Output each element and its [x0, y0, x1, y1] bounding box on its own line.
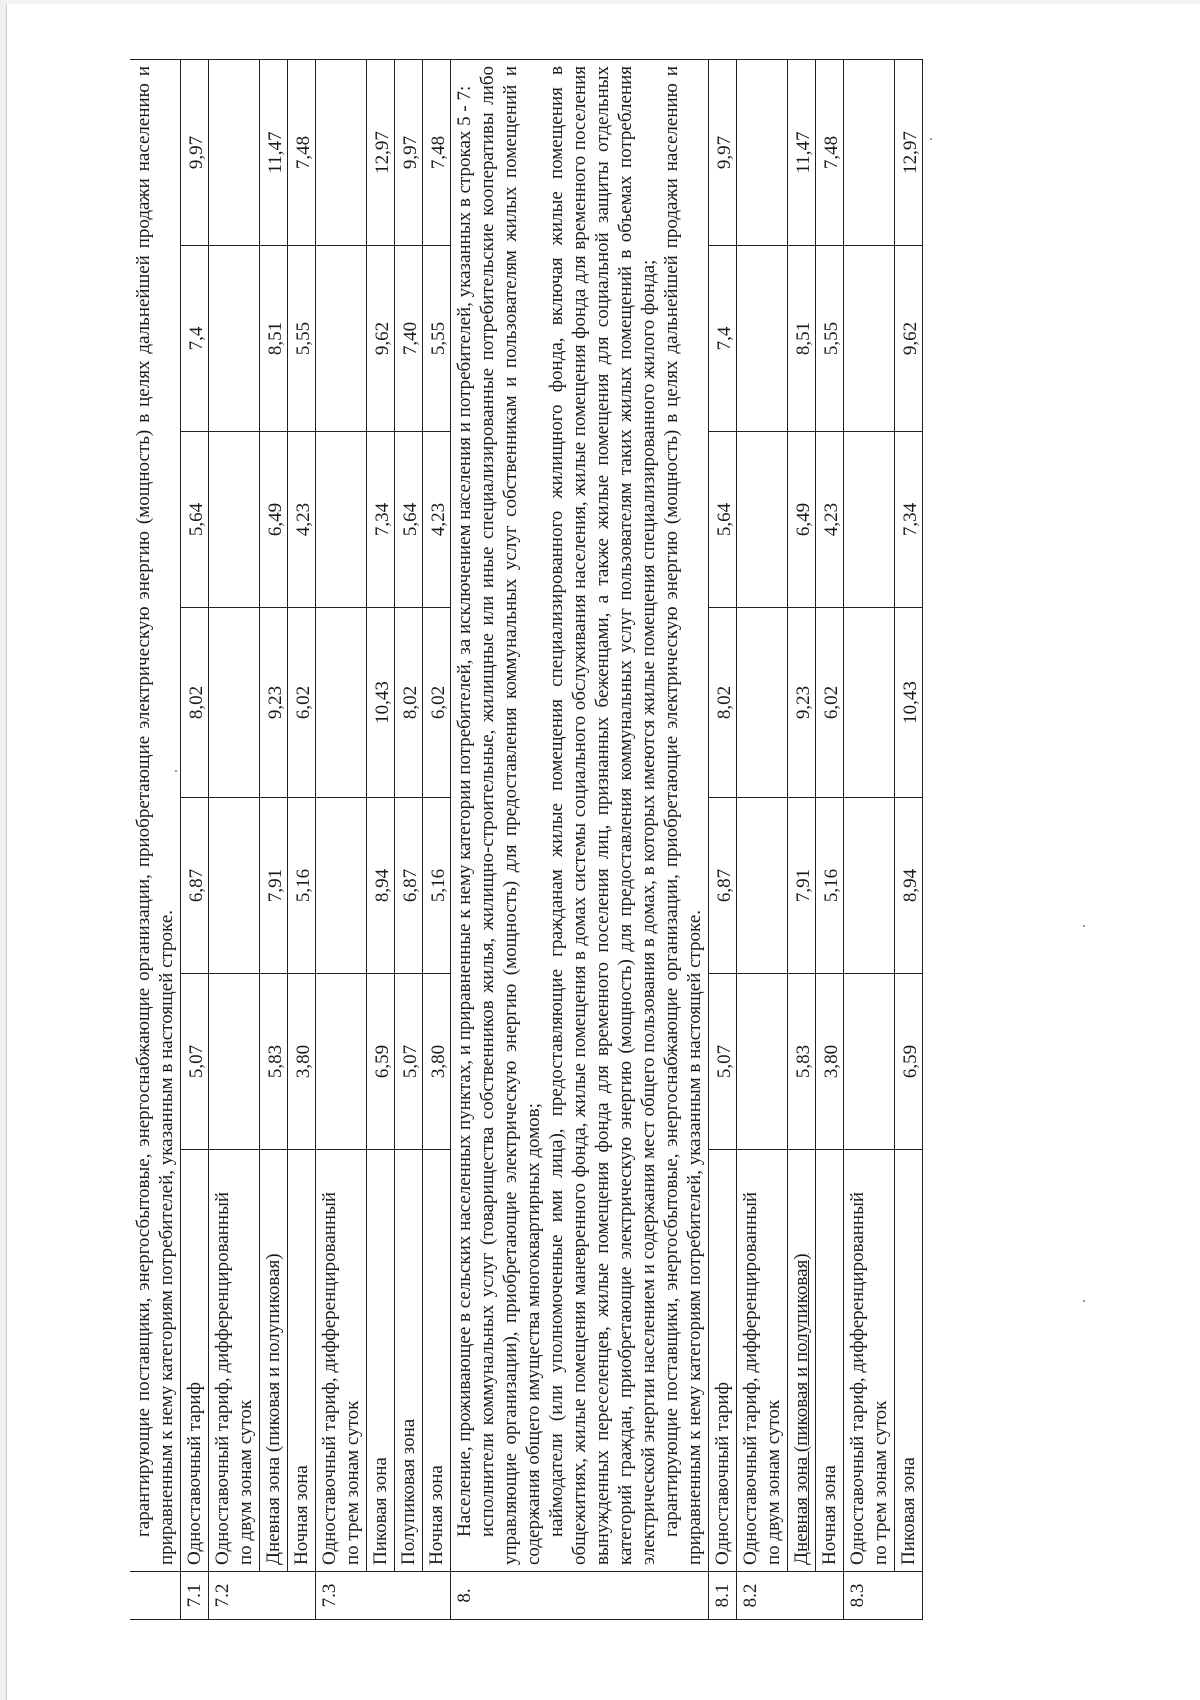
tariff-label-line: Одноставочный тариф, дифференцированный: [319, 1191, 340, 1565]
empty-cell: [737, 432, 788, 608]
tariff-value: 6,87: [181, 798, 209, 974]
empty-cell: [316, 246, 367, 432]
tariff-label: Ночная зона: [423, 1150, 451, 1572]
empty-cell: [844, 974, 895, 1150]
tariff-value: 7,91: [788, 798, 816, 974]
empty-cell: [844, 798, 895, 974]
row-number: 7.3: [316, 1572, 367, 1620]
empty-cell: [316, 608, 367, 798]
table-row: [395, 59, 423, 1619]
table-row: [367, 59, 395, 1619]
tariff-label-line: Одноставочный тариф, дифференцированный: [212, 1191, 233, 1565]
empty-cell: [209, 608, 260, 798]
row-number-cell: [895, 1572, 923, 1620]
tariff-label: Пиковая зона: [895, 1150, 923, 1572]
tariff-value: 9,23: [260, 608, 288, 798]
row-8-paragraph: гарантирующие поставщики, энергосбытовые, энергоснабжающие организации, приобретающие электрическую энергию (мощность) в целях дальнейшей продажи населению и приравненным к нему категориям потребителей, указанным в настоящей строке.: [661, 65, 705, 1565]
tariff-value: 5,16: [288, 798, 316, 974]
tariff-value: 10,43: [367, 608, 395, 798]
tariff-value: 8,94: [367, 798, 395, 974]
tariff-value: 5,07: [395, 974, 423, 1150]
tariff-value: 5,55: [816, 246, 844, 432]
row-8-intro-text: Население, проживающее в сельских населенных пунктах, и приравненные к нему категории потребителей, за исключением населения и потребителей, указанных в строках 5 - 7:: [454, 85, 475, 1537]
tariff-label-line: по трем зонам суток: [870, 1400, 891, 1565]
tariff-value: 6,49: [788, 432, 816, 608]
tariff-value: 5,83: [788, 974, 816, 1150]
tariff-value: 12,97: [895, 59, 923, 245]
empty-cell: [737, 59, 788, 245]
tariff-value: 5,64: [181, 432, 209, 608]
scan-page-edge: [0, 0, 7, 1700]
row-number: 7.1: [181, 1572, 209, 1620]
tariff-value: 3,80: [423, 974, 451, 1150]
table-row: [788, 59, 816, 1619]
tariff-value: 5,55: [423, 246, 451, 432]
tariff-value: 4,23: [423, 432, 451, 608]
scan-top-edge: [6, 0, 1200, 4]
empty-cell: [209, 974, 260, 1150]
row-number-cell: [367, 1572, 395, 1620]
tariff-value: 6,02: [816, 608, 844, 798]
row-number: 8.1: [709, 1572, 737, 1620]
empty-cell: [844, 59, 895, 245]
tariff-value: 8,02: [181, 608, 209, 798]
table-row: [451, 59, 709, 1619]
row-number-cell: [130, 1572, 181, 1620]
row-number-cell: [816, 1572, 844, 1620]
row-7-intro-cell: [130, 59, 181, 1571]
tariff-value: 8,51: [788, 246, 816, 432]
empty-cell: [737, 974, 788, 1150]
tariff-value: 8,02: [395, 608, 423, 798]
row-number-cell: [788, 1572, 816, 1620]
empty-cell: [209, 59, 260, 245]
tariff-label-line: Одноставочный тариф, дифференцированный: [740, 1191, 761, 1565]
table-row: [423, 59, 451, 1619]
row-number: 7.2: [209, 1572, 260, 1620]
row-number: 8.3: [844, 1572, 895, 1620]
tariff-value: 7,34: [895, 432, 923, 608]
table-row: [288, 59, 316, 1619]
row-8-paragraph: наймодатели (или уполномоченные ими лица), предоставляющие гражданам жилые помещения специализированного жилищного фонда, включая жилые помещения в общежитиях, жилые помещения маневренного фонда, жилые помещения в домах системы социального обслуживания населения, жилые помещения фонда для временного поселения вынужденных переселенцев, жилые помещения фонда для временного поселения лиц, признанных беженцами, а также жилые помещения для социальной защиты отдельных категорий граждан, приобретающие электрическую энергию (мощность) для предоставления коммунальных услуг пользователям таких жилых помещений в объемах потребления электрической энергии населением и содержания мест общего пользования в домах, в которых имеются жилые помещения специализированного жилого фонда;: [546, 65, 659, 1565]
tariff-value: 7,91: [260, 798, 288, 974]
table-row: [816, 59, 844, 1619]
tariff-label: Одноставочный тариф: [709, 1150, 737, 1572]
tariff-value: 9,97: [395, 59, 423, 245]
tariff-value: 7,4: [181, 246, 209, 432]
empty-cell: [737, 246, 788, 432]
tariff-label: [737, 1150, 788, 1572]
table-row: [316, 59, 367, 1619]
table-row: [209, 59, 260, 1619]
tariff-value: 8,51: [260, 246, 288, 432]
tariff-value: 5,07: [709, 974, 737, 1150]
table-row: [260, 59, 288, 1619]
empty-cell: [316, 798, 367, 974]
empty-cell: [737, 608, 788, 798]
empty-cell: [844, 608, 895, 798]
table-row: [709, 59, 737, 1619]
tariff-value: 5,55: [288, 246, 316, 432]
tariff-label-line: Одноставочный тариф, дифференцированный: [847, 1191, 868, 1565]
tariff-value: 6,02: [423, 608, 451, 798]
empty-cell: [209, 432, 260, 608]
tariff-label: Дневная зона (пиковая и полупиковая): [260, 1150, 288, 1572]
tariff-value: 12,97: [367, 59, 395, 245]
empty-cell: [844, 246, 895, 432]
tariff-value: 8,02: [709, 608, 737, 798]
empty-cell: [737, 798, 788, 974]
table-row: [130, 59, 181, 1619]
row-8-paragraph: исполнители коммунальных услуг (товарищества собственников жилья, жилищно-строительные, жилищные или иные специализированные потребительские кооперативы либо управляющие организации), приобретающие электрическую энергию (мощность) для предоставления коммунальных услуг собственникам и пользователям жилых помещений и содержания общего имущества многоквартирных домов;: [477, 65, 544, 1565]
empty-cell: [316, 59, 367, 245]
tariff-value: 6,59: [895, 974, 923, 1150]
tariff-value: 11,47: [788, 59, 816, 245]
tariff-value: 5,16: [423, 798, 451, 974]
tariff-value: 9,97: [709, 59, 737, 245]
tariff-value: 4,23: [288, 432, 316, 608]
tariff-value: 5,16: [816, 798, 844, 974]
tariff-label: Дневная зона (пиковая и полупиковая): [788, 1150, 816, 1572]
tariff-label: Полупиковая зона: [395, 1150, 423, 1572]
tariff-value: 5,07: [181, 974, 209, 1150]
tariff-value: 10,43: [895, 608, 923, 798]
tariff-value: 9,62: [895, 246, 923, 432]
tariff-label: [209, 1150, 260, 1572]
tariff-label-line: по двум зонам суток: [235, 1399, 256, 1565]
row-number-cell: [423, 1572, 451, 1620]
tariff-value: 3,80: [816, 974, 844, 1150]
row-8-description-cell: [451, 59, 709, 1571]
tariff-label: Одноставочный тариф: [181, 1150, 209, 1572]
table-row: [844, 59, 895, 1619]
tariff-value: 9,23: [788, 608, 816, 798]
empty-cell: [844, 432, 895, 608]
empty-cell: [316, 974, 367, 1150]
table-row: [181, 59, 209, 1619]
empty-cell: [209, 798, 260, 974]
tariff-value: 11,47: [260, 59, 288, 245]
tariff-value: 9,97: [181, 59, 209, 245]
tariff-table: [130, 59, 923, 1620]
tariff-label: Ночная зона: [288, 1150, 316, 1572]
table-row: [737, 59, 788, 1619]
tariff-label: Пиковая зона: [367, 1150, 395, 1572]
tariff-value: 5,64: [709, 432, 737, 608]
tariff-value: 7,48: [423, 59, 451, 245]
row-number-cell: [260, 1572, 288, 1620]
tariff-value: 6,59: [367, 974, 395, 1150]
tariff-label: [316, 1150, 367, 1572]
empty-cell: [316, 432, 367, 608]
tariff-value: 9,62: [367, 246, 395, 432]
tariff-value: 5,64: [395, 432, 423, 608]
tariff-value: 6,87: [395, 798, 423, 974]
tariff-label-line: по трем зонам суток: [342, 1400, 363, 1565]
tariff-value: 7,4: [709, 246, 737, 432]
tariff-value: 7,48: [288, 59, 316, 245]
row-7-intro-text: гарантирующие поставщики, энергосбытовые, энергоснабжающие организации, приобретающие электрическую энергию (мощность) в целях дальнейшей продажи населению и приравненным к нему категориям потребителей, указанным в настоящей строке.: [133, 65, 177, 1565]
tariff-value: 7,48: [816, 59, 844, 245]
table-row: [895, 59, 923, 1619]
row-number: 8.2: [737, 1572, 788, 1620]
row-number-cell: [395, 1572, 423, 1620]
tariff-label: [844, 1150, 895, 1572]
tariff-value: 6,49: [260, 432, 288, 608]
rotated-tariff-table: [130, 60, 1180, 1620]
tariff-value: 6,87: [709, 798, 737, 974]
tariff-value: 7,34: [367, 432, 395, 608]
row-number-cell: [288, 1572, 316, 1620]
row-number: 8.: [451, 1572, 709, 1620]
tariff-value: 8,94: [895, 798, 923, 974]
tariff-value: 6,02: [288, 608, 316, 798]
tariff-label-line: по двум зонам суток: [763, 1399, 784, 1565]
empty-cell: [209, 246, 260, 432]
tariff-value: 3,80: [288, 974, 316, 1150]
tariff-value: 4,23: [816, 432, 844, 608]
tariff-value: 5,83: [260, 974, 288, 1150]
tariff-label: Ночная зона: [816, 1150, 844, 1572]
tariff-value: 7,40: [395, 246, 423, 432]
